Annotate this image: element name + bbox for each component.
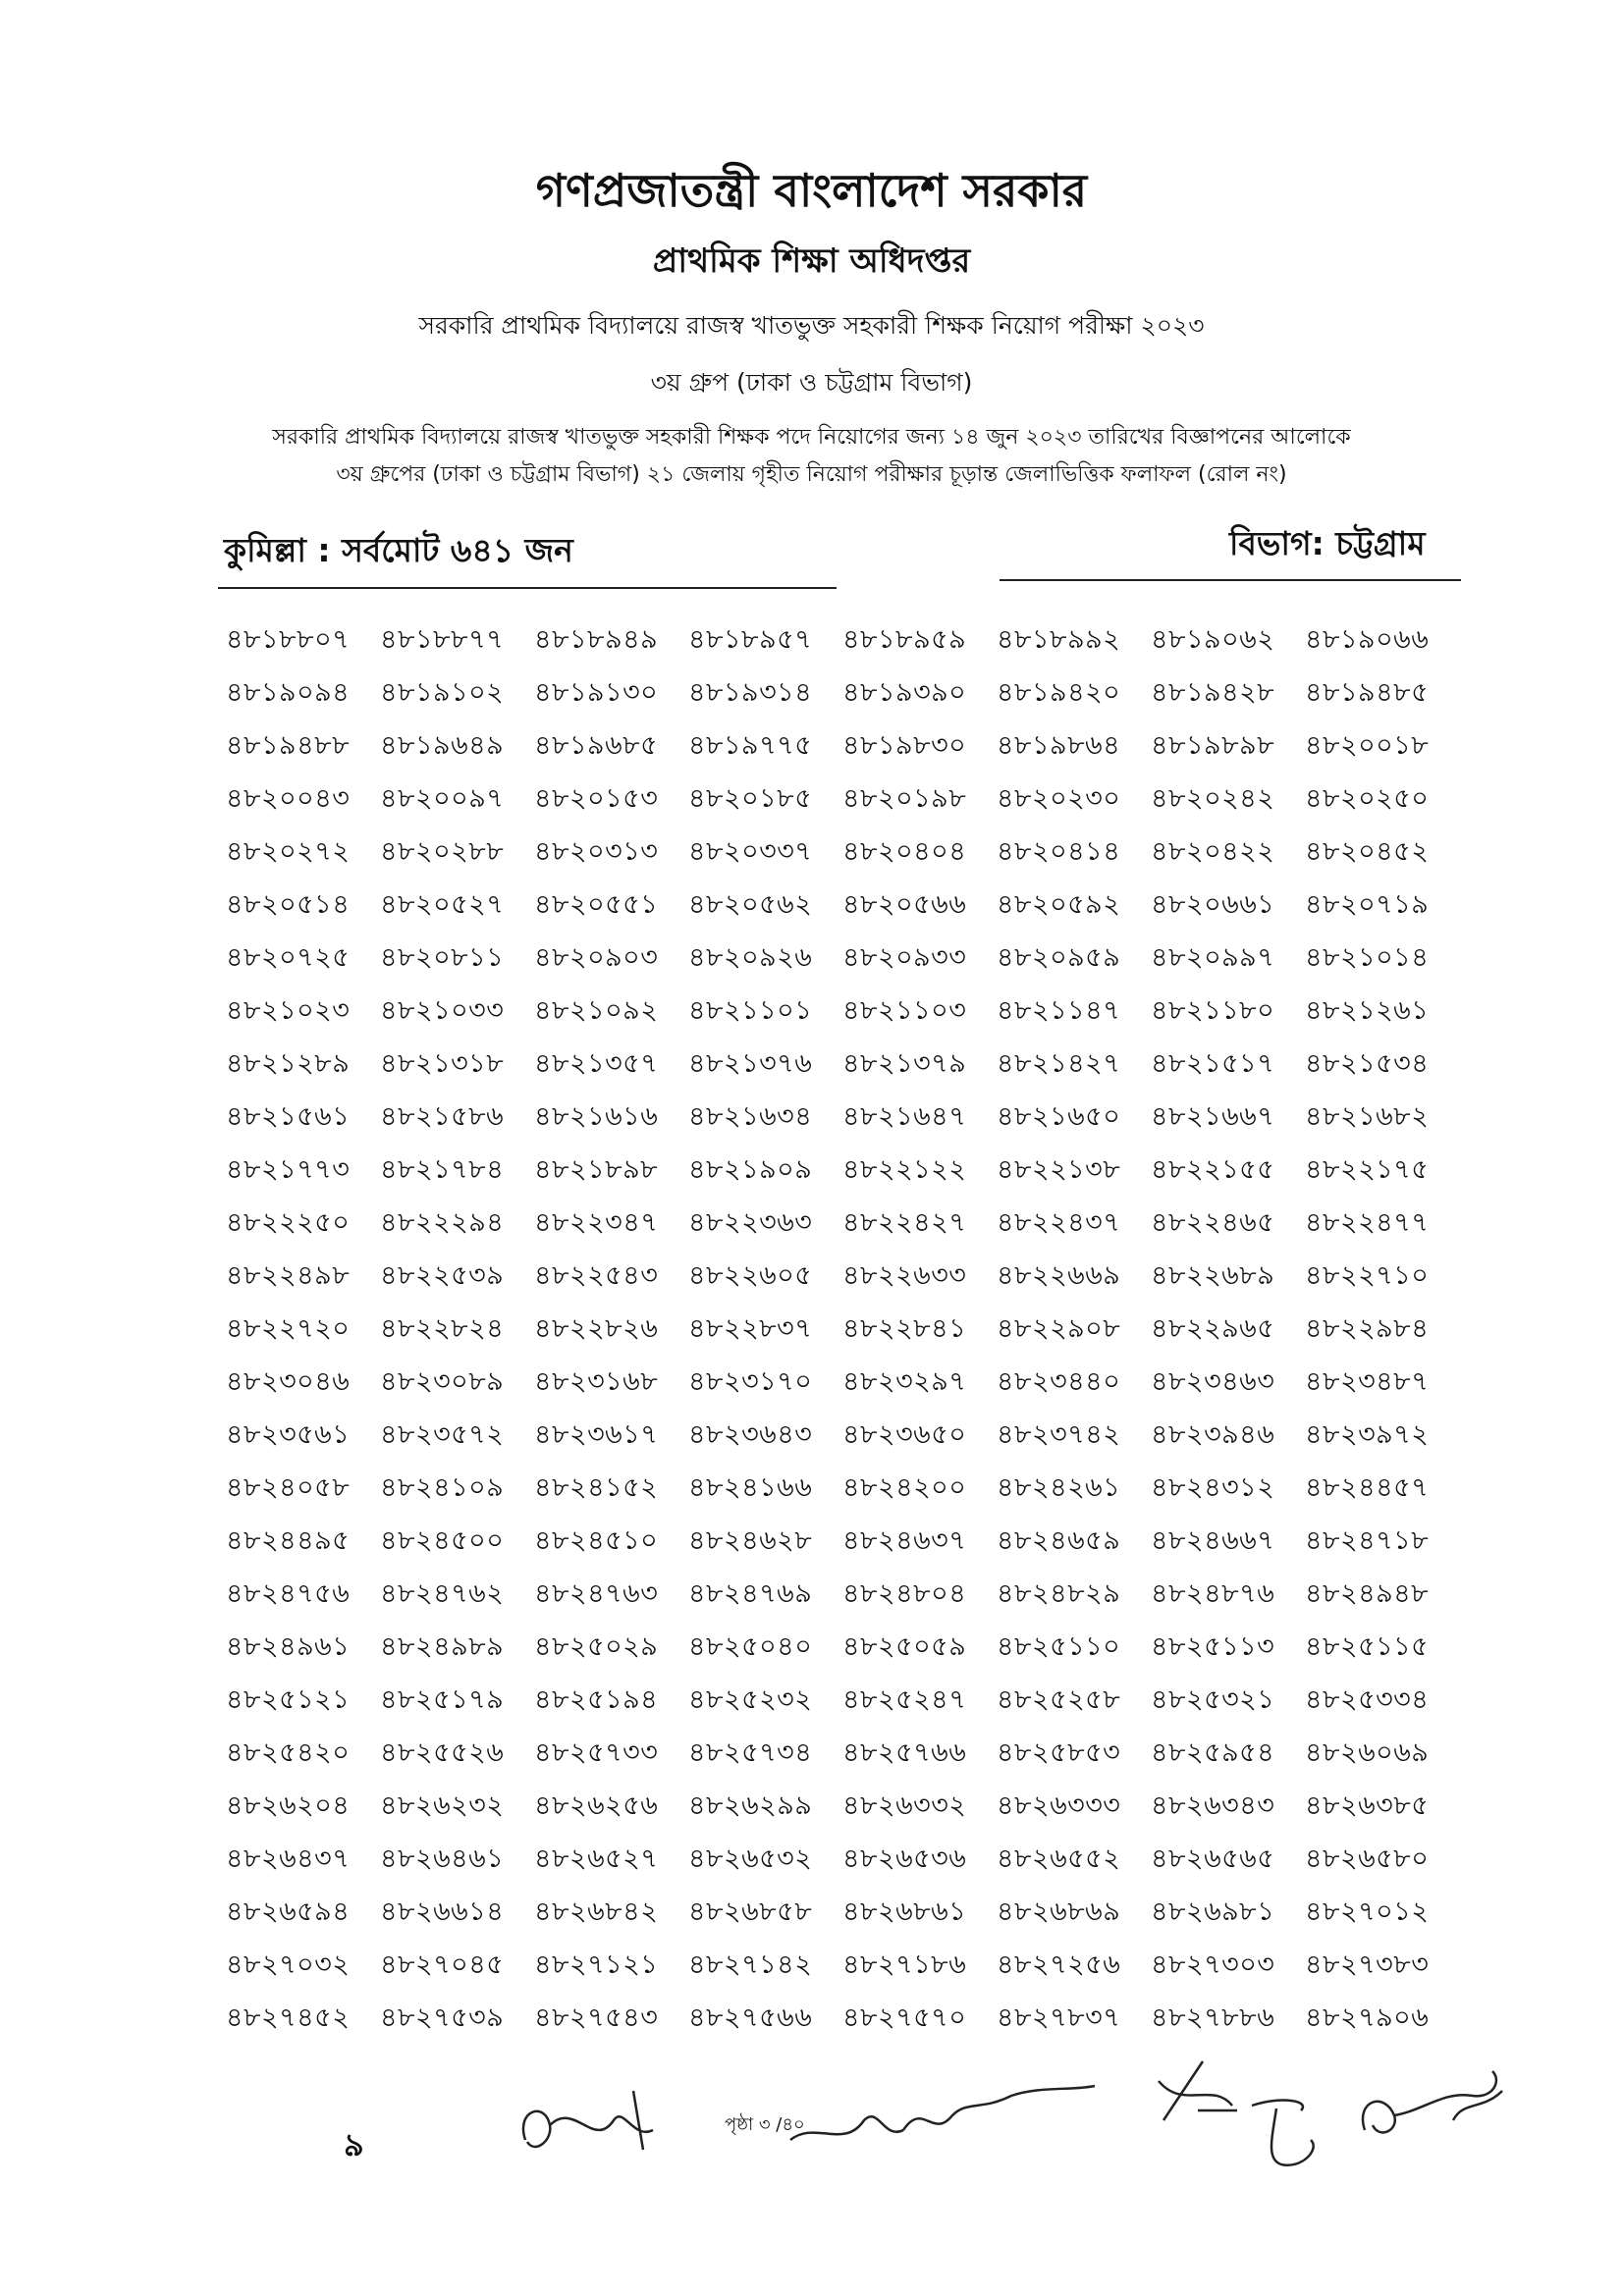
roll-number: ৪৮২২৪৬৫ bbox=[1151, 1207, 1275, 1238]
roll-number: ৪৮২৩৯৪৬ bbox=[1151, 1419, 1275, 1450]
roll-number: ৪৮২৩১৭০ bbox=[688, 1366, 813, 1397]
roll-number: ৪৮২৭৮৩৭ bbox=[997, 2002, 1121, 2033]
roll-number: ৪৮২৩২৯৭ bbox=[842, 1366, 967, 1397]
roll-number: ৪৮২০৭১৯ bbox=[1305, 889, 1430, 920]
roll-number: ৪৮২৬২৩২ bbox=[380, 1790, 505, 1821]
roll-number: ৪৮২১৪২৭ bbox=[997, 1048, 1121, 1079]
roll-number: ৪৮২২৯৬৫ bbox=[1151, 1313, 1275, 1344]
roll-number: ৪৮২৪৪৯৫ bbox=[226, 1525, 351, 1556]
roll-number: ৪৮১৯৪৮৮ bbox=[226, 730, 351, 761]
roll-number: ৪৮২১০৩৩ bbox=[380, 995, 505, 1026]
roll-number: ৪৮২৬৫৫২ bbox=[997, 1843, 1121, 1874]
roll-number: ৪৮২২৪৯৮ bbox=[226, 1260, 351, 1291]
roll-number: ৪৮২২৪৭৭ bbox=[1305, 1207, 1430, 1238]
roll-number: ৪৮২১৬৬৭ bbox=[1151, 1101, 1275, 1132]
roll-number: ৪৮২০৯৯৭ bbox=[1151, 942, 1275, 973]
roll-number: ৪৮২১৭৭৩ bbox=[226, 1154, 351, 1185]
roll-number: ৪৮২৪৮২৯ bbox=[997, 1578, 1121, 1609]
roll-number: ৪৮২৪৪৫৭ bbox=[1305, 1472, 1430, 1503]
roll-number: ৪৮২২৮২৬ bbox=[534, 1313, 659, 1344]
roll-number: ৪৮১৯০৬২ bbox=[1151, 624, 1275, 655]
roll-number: ৪৮১৯৩৯০ bbox=[842, 677, 967, 708]
roll-number: ৪৮২৬৩৮৫ bbox=[1305, 1790, 1430, 1821]
roll-number: ৪৮২২৩৪৭ bbox=[534, 1207, 659, 1238]
roll-number: ৪৮২৬৮৬১ bbox=[842, 1896, 967, 1927]
roll-number: ৪৮১৯৮৩০ bbox=[842, 730, 967, 761]
roll-number: ৪৮২১৬৫০ bbox=[997, 1101, 1121, 1132]
roll-number: ৪৮২৬৮৬৯ bbox=[997, 1896, 1121, 1927]
roll-number: ৪৮২২৭১০ bbox=[1305, 1260, 1430, 1291]
roll-number: ৪৮১৯৩১৪ bbox=[688, 677, 813, 708]
roll-number: ৪৮২১৬৩৪ bbox=[688, 1101, 813, 1132]
roll-number: ৪৮২৪৭৫৬ bbox=[226, 1578, 351, 1609]
roll-number: ৪৮২২৮৩৭ bbox=[688, 1313, 813, 1344]
roll-number: ৪৮১৮৯৫৭ bbox=[688, 624, 813, 655]
roll-number: ৪৮২৭৩০৩ bbox=[1151, 1949, 1275, 1980]
exam-title: সরকারি প্রাথমিক বিদ্যালয়ে রাজস্ব খাতভুক্ত সহকারী শিক্ষক নিয়োগ পরীক্ষা ২০২৩ bbox=[418, 311, 1205, 340]
roll-number: ৪৮২৩৪৪০ bbox=[997, 1366, 1121, 1397]
roll-number: ৪৮২০৯২৬ bbox=[688, 942, 813, 973]
roll-number: ৪৮২৩৬১৭ bbox=[534, 1419, 659, 1450]
signature-3 bbox=[1144, 2052, 1252, 2140]
roll-number: ৪৮২৭৪৫২ bbox=[226, 2002, 351, 2033]
roll-number: ৪৮২০৫৬২ bbox=[688, 889, 813, 920]
roll-number: ৪৮২৫০২৯ bbox=[534, 1631, 659, 1662]
roll-number: ৪৮১৯৬৮৫ bbox=[534, 730, 659, 761]
roll-number: ৪৮২১১৪৭ bbox=[997, 995, 1121, 1026]
roll-number: ৪৮২০৩১৩ bbox=[534, 836, 659, 867]
roll-number: ৪৮২২১২২ bbox=[842, 1154, 967, 1185]
roll-number: ৪৮২০৪২২ bbox=[1151, 836, 1275, 867]
roll-number: ৪৮২২৪২৭ bbox=[842, 1207, 967, 1238]
roll-number: ৪৮২২৮২৪ bbox=[380, 1313, 505, 1344]
roll-number: ৪৮২৭০৩২ bbox=[226, 1949, 351, 1980]
roll-number: ৪৮১৮৮০৭ bbox=[226, 624, 351, 655]
roll-number: ৪৮২০৬৬১ bbox=[1151, 889, 1275, 920]
roll-number: ৪৮২৫২৪৭ bbox=[842, 1684, 967, 1715]
roll-number: ৪৮১৮৯৫৯ bbox=[842, 624, 967, 655]
roll-number: ৪৮২৬৯৮১ bbox=[1151, 1896, 1275, 1927]
roll-number: ৪৮২৫৩৩৪ bbox=[1305, 1684, 1430, 1715]
roll-number: ৪৮২৫৭৩৪ bbox=[688, 1737, 813, 1768]
roll-number: ৪৮২১০২৩ bbox=[226, 995, 351, 1026]
roll-number: ৪৮২২৯০৮ bbox=[997, 1313, 1121, 1344]
roll-number: ৪৮২৪৭৬২ bbox=[380, 1578, 505, 1609]
roll-number: ৪৮২২৬৩৩ bbox=[842, 1260, 967, 1291]
roll-number: ৪৮২১১০৩ bbox=[842, 995, 967, 1026]
roll-number: ৪৮২৪২০০ bbox=[842, 1472, 967, 1503]
roll-number: ৪৮২৫৭৩৩ bbox=[534, 1737, 659, 1768]
roll-number: ৪৮২৫৫২৬ bbox=[380, 1737, 505, 1768]
roll-number: ৪৮২১৩৭৬ bbox=[688, 1048, 813, 1079]
roll-number: ৪৮২৫১১৩ bbox=[1151, 1631, 1275, 1662]
roll-number: ৪৮২৪৬৬৭ bbox=[1151, 1525, 1275, 1556]
roll-number: ৪৮২৬৫৬৫ bbox=[1151, 1843, 1275, 1874]
roll-number: ৪৮২১৭৮৪ bbox=[380, 1154, 505, 1185]
roll-number: ৪৮২৭০১২ bbox=[1305, 1896, 1430, 1927]
government-title: গণপ্রজাতন্ত্রী বাংলাদেশ সরকার bbox=[535, 164, 1088, 217]
roll-number: ৪৮২২৪৩৭ bbox=[997, 1207, 1121, 1238]
roll-number: ৪৮২৬৩৪৩ bbox=[1151, 1790, 1275, 1821]
roll-number: ৪৮২৭১৮৬ bbox=[842, 1949, 967, 1980]
roll-number: ৪৮২৩৭৪২ bbox=[997, 1419, 1121, 1450]
roll-number: ৪৮২০২৮৮ bbox=[380, 836, 505, 867]
roll-number: ৪৮২৪৯৪৮ bbox=[1305, 1578, 1430, 1609]
roll-number: ৪৮২০২৪২ bbox=[1151, 783, 1275, 814]
roll-number: ৪৮২৭২৫৬ bbox=[997, 1949, 1121, 1980]
roll-number: ৪৮১৯১০২ bbox=[380, 677, 505, 708]
roll-number: ৪৮২৩৫৭২ bbox=[380, 1419, 505, 1450]
roll-number: ৪৮২৪৫০০ bbox=[380, 1525, 505, 1556]
roll-number: ৪৮২২৬৬৯ bbox=[997, 1260, 1121, 1291]
roll-number: ৪৮২৭৮৮৬ bbox=[1151, 2002, 1275, 2033]
roll-number: ৪৮২৫৪২০ bbox=[226, 1737, 351, 1768]
signature-4 bbox=[1242, 2081, 1340, 2179]
roll-number: ৪৮২০২৭২ bbox=[226, 836, 351, 867]
roll-number: ৪৮২২১৩৮ bbox=[997, 1154, 1121, 1185]
roll-number: ৪৮২২৯৮৪ bbox=[1305, 1313, 1430, 1344]
roll-number: ৪৮২১১৮০ bbox=[1151, 995, 1275, 1026]
roll-number: ৪৮২২২৫০ bbox=[226, 1207, 351, 1238]
roll-number: ৪৮২৬৮৫৮ bbox=[688, 1896, 813, 1927]
roll-number: ৪৮২১৩৭৯ bbox=[842, 1048, 967, 1079]
roll-number: ৪৮২৬৫৮০ bbox=[1305, 1843, 1430, 1874]
roll-number: ৪৮২০০৯৭ bbox=[380, 783, 505, 814]
signature-5 bbox=[1345, 2061, 1512, 2160]
roll-number: ৪৮২৬২৯৯ bbox=[688, 1790, 813, 1821]
roll-number: ৪৮২৩৪৬৩ bbox=[1151, 1366, 1275, 1397]
roll-number-table bbox=[226, 620, 1492, 2052]
roll-number: ৪৮২২৬০৫ bbox=[688, 1260, 813, 1291]
divider-left bbox=[218, 587, 837, 589]
roll-number: ৪৮২৬৮৪২ bbox=[534, 1896, 659, 1927]
roll-number: ৪৮২৭০৪৫ bbox=[380, 1949, 505, 1980]
roll-number: ৪৮২৫৯৫৪ bbox=[1151, 1737, 1275, 1768]
roll-number: ৪৮২৭৫৬৬ bbox=[688, 2002, 813, 2033]
roll-number: ৪৮২৬২৫৬ bbox=[534, 1790, 659, 1821]
roll-number: ৪৮২৫১৭৯ bbox=[380, 1684, 505, 1715]
roll-number: ৪৮২১৫১৭ bbox=[1151, 1048, 1275, 1079]
roll-number: ৪৮২০৫৬৬ bbox=[842, 889, 967, 920]
roll-number: ৪৮২৪৫১০ bbox=[534, 1525, 659, 1556]
roll-number: ৪৮২৭৫৭০ bbox=[842, 2002, 967, 2033]
roll-number: ৪৮২৩০৮৯ bbox=[380, 1366, 505, 1397]
roll-number: ৪৮২৪৭১৮ bbox=[1305, 1525, 1430, 1556]
roll-number: ৪৮২৪৭৬৯ bbox=[688, 1578, 813, 1609]
roll-number: ৪৮২২২৯৪ bbox=[380, 1207, 505, 1238]
roll-number: ৪৮২০৮১১ bbox=[380, 942, 505, 973]
roll-number: ৪৮২৪১৬৬ bbox=[688, 1472, 813, 1503]
description-line-2: ৩য় গ্রুপের (ঢাকা ও চট্টগ্রাম বিভাগ) ২১ জেলায় গৃহীত নিয়োগ পরীক্ষার চূড়ান্ত জেলাভিত্তিক ফলাফল (রোল নং) bbox=[336, 462, 1287, 487]
roll-number: ৪৮১৯৪২৮ bbox=[1151, 677, 1275, 708]
roll-number: ৪৮২১০১৪ bbox=[1305, 942, 1430, 973]
roll-number: ৪৮২৪৩১২ bbox=[1151, 1472, 1275, 1503]
roll-number: ৪৮২৪৮০৪ bbox=[842, 1578, 967, 1609]
roll-number: ৪৮২৭১৪২ bbox=[688, 1949, 813, 1980]
roll-number: ৪৮১৯৪২০ bbox=[997, 677, 1121, 708]
roll-number: ৪৮২১৩১৮ bbox=[380, 1048, 505, 1079]
roll-number: ৪৮১৮৯৯২ bbox=[997, 624, 1121, 655]
roll-number: ৪৮১৯৮৯৮ bbox=[1151, 730, 1275, 761]
divider-right bbox=[1000, 579, 1461, 581]
roll-number: ৪৮২০২৫০ bbox=[1305, 783, 1430, 814]
roll-number: ৪৮২৬৫২৭ bbox=[534, 1843, 659, 1874]
roll-number: ৪৮২৬৩৩২ bbox=[842, 1790, 967, 1821]
roll-number: ৪৮২২৫৪৩ bbox=[534, 1260, 659, 1291]
roll-number: ৪৮২৪৮৭৬ bbox=[1151, 1578, 1275, 1609]
roll-number: ৪৮২১২৮৯ bbox=[226, 1048, 351, 1079]
description-line-1: সরকারি প্রাথমিক বিদ্যালয়ে রাজস্ব খাতভুক্ত সহকারী শিক্ষক পদে নিয়োগের জন্য ১৪ জুন ২০২৩ তারিখের বিজ্ঞাপনের আলোকে bbox=[272, 425, 1351, 450]
roll-number: ৪৮২৬৬১৪ bbox=[380, 1896, 505, 1927]
roll-number: ৪৮২৫৮৫৩ bbox=[997, 1737, 1121, 1768]
roll-number: ৪৮২৭৯০৬ bbox=[1305, 2002, 1430, 2033]
roll-number: ৪৮২১৩৫৭ bbox=[534, 1048, 659, 1079]
roll-number: ৪৮২৬০৬৯ bbox=[1305, 1737, 1430, 1768]
roll-number: ৪৮২৫০৪০ bbox=[688, 1631, 813, 1662]
roll-number: ৪৮২০০১৮ bbox=[1305, 730, 1430, 761]
roll-number: ৪৮২৪৯৮৯ bbox=[380, 1631, 505, 1662]
roll-number: ৪৮২১৬১৬ bbox=[534, 1101, 659, 1132]
roll-number: ৪৮২১৬৪৭ bbox=[842, 1101, 967, 1132]
roll-number: ৪৮২১৫৮৬ bbox=[380, 1101, 505, 1132]
roll-number: ৪৮২২৮৪১ bbox=[842, 1313, 967, 1344]
roll-number: ৪৮২১০৯২ bbox=[534, 995, 659, 1026]
roll-number: ৪৮২৫১২১ bbox=[226, 1684, 351, 1715]
roll-number: ৪৮২৭৫৪৩ bbox=[534, 2002, 659, 2033]
roll-number: ৪৮১৯০৬৬ bbox=[1305, 624, 1430, 655]
roll-number: ৪৮২১৮৯৮ bbox=[534, 1154, 659, 1185]
roll-number: ৪৮২০৯০৩ bbox=[534, 942, 659, 973]
roll-number: ৪৮২০১৯৮ bbox=[842, 783, 967, 814]
roll-number: ৪৮২৬৪৬১ bbox=[380, 1843, 505, 1874]
roll-number: ৪৮২০৯৩৩ bbox=[842, 942, 967, 973]
roll-number: ৪৮২৪২৬১ bbox=[997, 1472, 1121, 1503]
roll-number: ৪৮২২৫৩৯ bbox=[380, 1260, 505, 1291]
district-label: কুমিল্লা : সর্বমোট ৬৪১ জন bbox=[224, 531, 573, 569]
roll-number: ৪৮২০৫৫১ bbox=[534, 889, 659, 920]
roll-number: ৪৮২৪১০৯ bbox=[380, 1472, 505, 1503]
roll-number: ৪৮২৪৬৫৯ bbox=[997, 1525, 1121, 1556]
roll-number: ৪৮২৭৩৮৩ bbox=[1305, 1949, 1430, 1980]
roll-number: ৪৮১৮৮৭৭ bbox=[380, 624, 505, 655]
roll-number: ৪৮১৯৪৮৫ bbox=[1305, 677, 1430, 708]
roll-number: ৪৮২২৭২০ bbox=[226, 1313, 351, 1344]
roll-number: ৪৮২৫০৫৯ bbox=[842, 1631, 967, 1662]
roll-number: ৪৮২৫১১০ bbox=[997, 1631, 1121, 1662]
roll-number: ৪৮২১৫৩৪ bbox=[1305, 1048, 1430, 1079]
roll-number: ৪৮২৬৫৩২ bbox=[688, 1843, 813, 1874]
roll-number: ৪৮২৬৫৯৪ bbox=[226, 1896, 351, 1927]
roll-number: ৪৮২০৪১৪ bbox=[997, 836, 1121, 867]
roll-number: ৪৮২৩৯৭২ bbox=[1305, 1419, 1430, 1450]
roll-number: ৪৮২২৬৮৯ bbox=[1151, 1260, 1275, 1291]
roll-number: ৪৮১৯৭৭৫ bbox=[688, 730, 813, 761]
roll-number: ৪৮২০৫৯২ bbox=[997, 889, 1121, 920]
roll-number: ৪৮২১৬৮২ bbox=[1305, 1101, 1430, 1132]
roll-number: ৪৮২৫১৯৪ bbox=[534, 1684, 659, 1715]
roll-number: ৪৮২৩৫৬১ bbox=[226, 1419, 351, 1450]
roll-number: ৪৮২৬৫৩৬ bbox=[842, 1843, 967, 1874]
roll-number: ৪৮২৬৪৩৭ bbox=[226, 1843, 351, 1874]
roll-number: ৪৮২১২৬১ bbox=[1305, 995, 1430, 1026]
roll-number: ৪৮২০১৫৩ bbox=[534, 783, 659, 814]
roll-number: ৪৮২২১৭৫ bbox=[1305, 1154, 1430, 1185]
roll-number: ৪৮২৭১২১ bbox=[534, 1949, 659, 1980]
roll-number: ৪৮২০৩৩৭ bbox=[688, 836, 813, 867]
roll-number: ৪৮২২১৫৫ bbox=[1151, 1154, 1275, 1185]
signature-2 bbox=[785, 2081, 1100, 2160]
roll-number: ৪৮২৩১৬৮ bbox=[534, 1366, 659, 1397]
roll-number: ৪৮১৮৯৪৯ bbox=[534, 624, 659, 655]
roll-number: ৪৮২৪৯৬১ bbox=[226, 1631, 351, 1662]
roll-number: ৪৮২৬২০৪ bbox=[226, 1790, 351, 1821]
roll-number: ৪৮২১৫৬১ bbox=[226, 1101, 351, 1132]
division-label: বিভাগ: চট্টগ্রাম bbox=[1229, 524, 1426, 562]
group-title: ৩য় গ্রুপ (ঢাকা ও চট্টগ্রাম বিভাগ) bbox=[650, 368, 973, 397]
roll-number: ৪৮২৫৩২১ bbox=[1151, 1684, 1275, 1715]
roll-number: ৪৮২০১৮৫ bbox=[688, 783, 813, 814]
roll-number: ৪৮২০৪০৪ bbox=[842, 836, 967, 867]
roll-number: ৪৮২১৯০৯ bbox=[688, 1154, 813, 1185]
roll-number: ৪৮২০৫১৪ bbox=[226, 889, 351, 920]
roll-number: ৪৮২৫৭৬৬ bbox=[842, 1737, 967, 1768]
roll-number: ৪৮১৯০৯৪ bbox=[226, 677, 351, 708]
footer-mark: ৯ bbox=[344, 2126, 364, 2163]
roll-number: ৪৮২৬৩৩৩ bbox=[997, 1790, 1121, 1821]
signature-1 bbox=[506, 2081, 673, 2169]
roll-number: ৪৮২০২৩০ bbox=[997, 783, 1121, 814]
roll-number: ৪৮২২৩৬৩ bbox=[688, 1207, 813, 1238]
roll-number: ৪৮২১১০১ bbox=[688, 995, 813, 1026]
department-title: প্রাথমিক শিক্ষা অধিদপ্তর bbox=[652, 241, 971, 281]
roll-number: ৪৮২৭৫৩৯ bbox=[380, 2002, 505, 2033]
roll-number: ৪৮২০৯৫৯ bbox=[997, 942, 1121, 973]
roll-number: ৪৮২৫১১৫ bbox=[1305, 1631, 1430, 1662]
roll-number: ৪৮২৩৬৪৩ bbox=[688, 1419, 813, 1450]
roll-number: ৪৮২৩০৪৬ bbox=[226, 1366, 351, 1397]
roll-number: ৪৮২৪৬২৮ bbox=[688, 1525, 813, 1556]
roll-number: ৪৮২৪৭৬৩ bbox=[534, 1578, 659, 1609]
roll-number: ৪৮২৪০৫৮ bbox=[226, 1472, 351, 1503]
roll-number: ৪৮২৪১৫২ bbox=[534, 1472, 659, 1503]
page-number: পৃষ্ঠা ৩ /৪০ bbox=[725, 2114, 805, 2135]
roll-number: ৪৮২০০৪৩ bbox=[226, 783, 351, 814]
roll-number: ৪৮২৪৬৩৭ bbox=[842, 1525, 967, 1556]
roll-number: ৪৮২৩৪৮৭ bbox=[1305, 1366, 1430, 1397]
roll-number: ৪৮১৯৮৬৪ bbox=[997, 730, 1121, 761]
roll-number: ৪৮২০৭২৫ bbox=[226, 942, 351, 973]
roll-number: ৪৮২৫২৩২ bbox=[688, 1684, 813, 1715]
roll-number: ৪৮১৯১৩০ bbox=[534, 677, 659, 708]
roll-number: ৪৮২৩৬৫০ bbox=[842, 1419, 967, 1450]
roll-number: ৪৮২০৫২৭ bbox=[380, 889, 505, 920]
roll-number: ৪৮১৯৬৪৯ bbox=[380, 730, 505, 761]
roll-number: ৪৮২৫২৫৮ bbox=[997, 1684, 1121, 1715]
roll-number: ৪৮২০৪৫২ bbox=[1305, 836, 1430, 867]
